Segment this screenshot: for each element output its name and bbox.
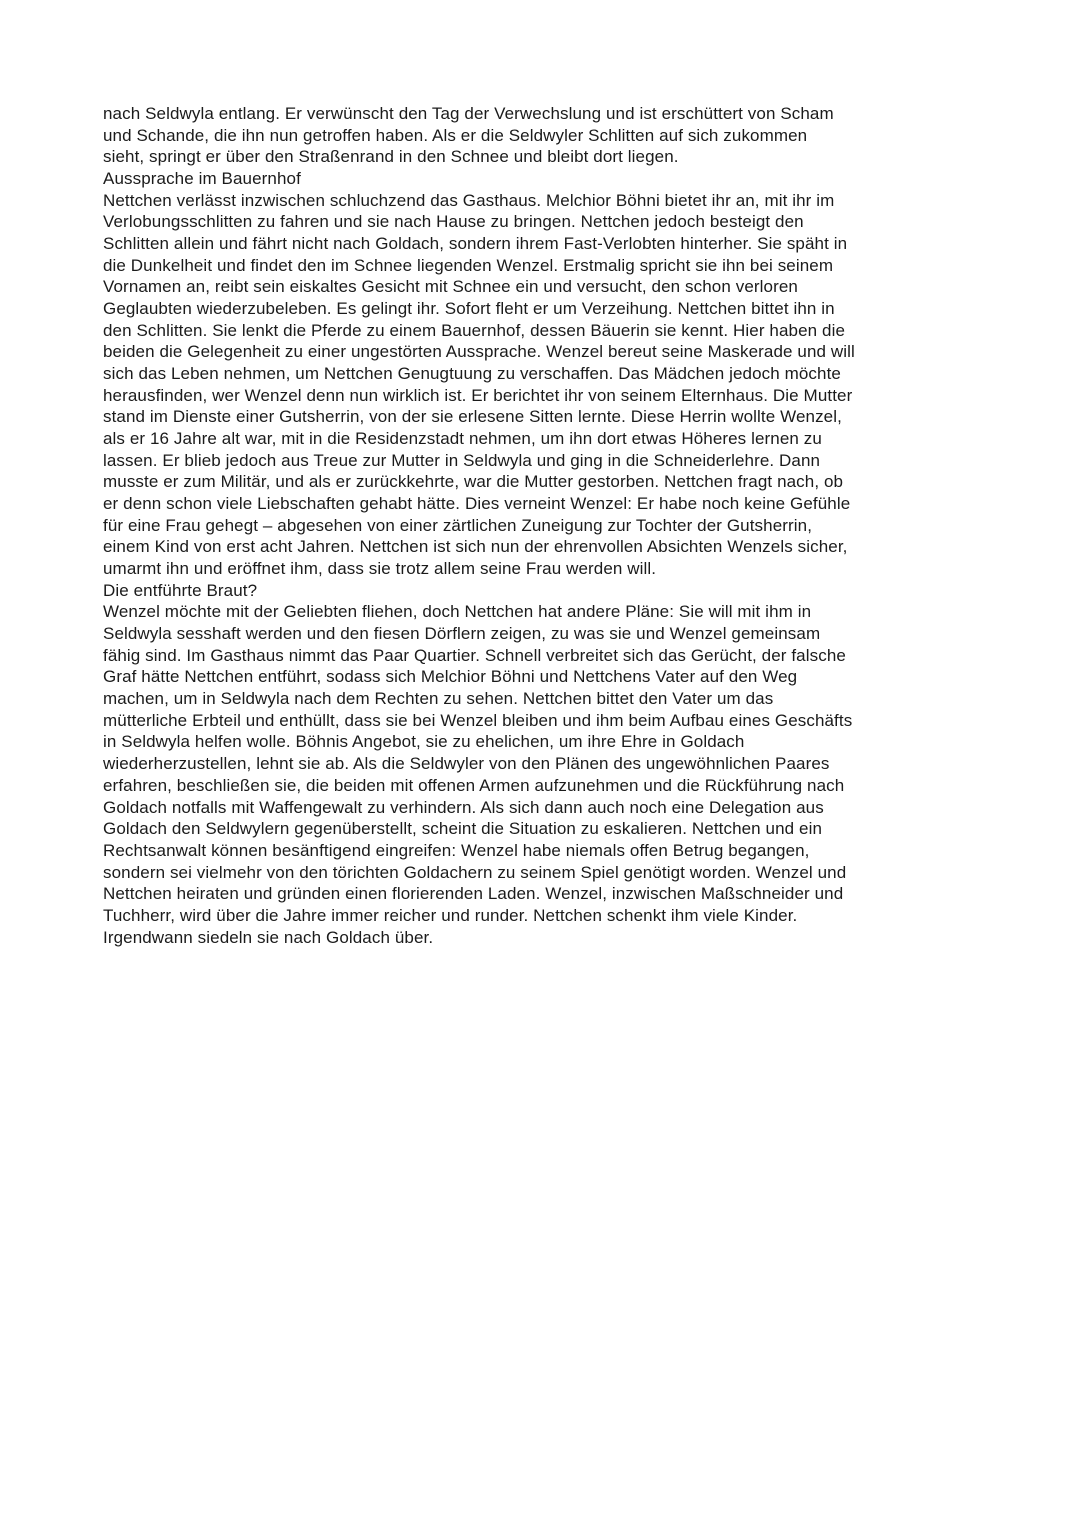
text-line: machen, um in Seldwyla nach dem Rechten zu sehen. Nettchen bittet den Vater um das (103, 689, 774, 709)
text-line: Verlobungsschlitten zu fahren und sie nach Hause zu bringen. Nettchen jedoch besteigt den (103, 212, 804, 232)
text-line: für eine Frau gehegt – abgesehen von einer zärtlichen Zuneigung zur Tochter der Gutsherrin, (103, 515, 813, 535)
text-line: er denn schon viele Liebschaften gehabt hätte. Dies verneint Wenzel: Er habe noch keine Gefühle (103, 494, 851, 514)
text-line: Rechtsanwalt können besänftigend eingreifen: Wenzel habe niemals offen Betrug begangen, (103, 840, 810, 860)
text-line: und Schande, die ihn nun getroffen haben. Als er die Seldwyler Schlitten auf sich zukommen (103, 125, 808, 145)
section-heading: Aussprache im Bauernhof (103, 169, 301, 189)
text-line: Irgendwann siedeln sie nach Goldach über. (103, 927, 434, 947)
text-line: Wenzel möchte mit der Geliebten fliehen, doch Nettchen hat andere Pläne: Sie will mit ihm in (103, 602, 812, 622)
text-line: wiederherzustellen, lehnt sie ab. Als die Seldwyler von den Plänen des ungewöhnlichen Paares (103, 754, 830, 774)
text-line: Geglaubten wiederzubeleben. Es gelingt ihr. Sofort fleht er um Verzeihung. Nettchen bittet ihn in (103, 299, 835, 319)
text-line: Seldwyla sesshaft werden und den fiesen Dörflern zeigen, zu was sie und Wenzel gemeinsam (103, 624, 821, 644)
text-line: Nettchen heiraten und gründen einen florierenden Laden. Wenzel, inzwischen Maßschneider und (103, 884, 844, 904)
section-heading: Die entführte Braut? (103, 580, 258, 600)
text-line: fähig sind. Im Gasthaus nimmt das Paar Quartier. Schnell verbreitet sich das Gerücht, der falsche (103, 645, 846, 665)
text-line: Goldach den Seldwylern gegenüberstellt, scheint die Situation zu eskalieren. Nettchen und ein (103, 819, 823, 839)
text-line: sondern sei vielmehr von den törichten Goldachern zu seinem Spiel genötigt worden. Wenzel und (103, 862, 847, 882)
text-line: stand im Dienste einer Gutsherrin, von der sie erlesene Sitten lernte. Diese Herrin wollte Wenzel, (103, 407, 842, 427)
text-line: herausfinden, wer Wenzel denn nun wirklich ist. Er berichtet ihr von seinem Elternhaus. Die Mutter (103, 385, 853, 405)
text-line: sieht, springt er über den Straßenrand in den Schnee und bleibt dort liegen. (103, 147, 679, 167)
text-line: Tuchherr, wird über die Jahre immer reicher und runder. Nettchen schenkt ihm viele Kinder. (103, 905, 798, 925)
text-line: sich das Leben nehmen, um Nettchen Genugtuung zu verschaffen. Das Mädchen jedoch möchte (103, 364, 841, 384)
text-line: erfahren, beschließen sie, die beiden mit offenen Armen aufzunehmen und die Rückführung nach (103, 775, 845, 795)
text-line: in Seldwyla helfen wolle. Böhnis Angebot, sie zu ehelichen, um ihre Ehre in Goldach (103, 732, 745, 752)
text-line: einem Kind von erst acht Jahren. Nettchen ist sich nun der ehrenvollen Absichten Wenzels sicher, (103, 537, 848, 557)
text-line: Schlitten allein und fährt nicht nach Goldach, sondern ihrem Fast-Verlobten hinterher. Sie späht in (103, 234, 848, 254)
text-line: als er 16 Jahre alt war, mit in die Residenzstadt nehmen, um ihn dort etwas Höheres lernen zu (103, 429, 822, 449)
text-line: lassen. Er blieb jedoch aus Treue zur Mutter in Seldwyla und ging in die Schneiderlehre. Dann (103, 450, 821, 470)
text-line: die Dunkelheit und findet den im Schnee liegenden Wenzel. Erstmalig spricht sie ihn bei seinem (103, 255, 834, 275)
document-content (103, 103, 983, 948)
text-line: Nettchen verlässt inzwischen schluchzend das Gasthaus. Melchior Böhni bietet ihr an, mit ihr im (103, 190, 835, 210)
text-line: musste er zum Militär, und als er zurückkehrte, war die Mutter gestorben. Nettchen fragt nach, ob (103, 472, 844, 492)
text-line: den Schlitten. Sie lenkt die Pferde zu einem Bauernhof, dessen Bäuerin sie kennt. Hier haben die (103, 320, 846, 340)
text-line: beiden die Gelegenheit zu einer ungestörten Aussprache. Wenzel bereut seine Maskerade und will (103, 342, 855, 362)
text-line: mütterliche Erbteil und enthüllt, dass sie bei Wenzel bleiben und ihm beim Aufbau eines Geschäfts (103, 710, 853, 730)
text-line: Vornamen an, reibt sein eiskaltes Gesicht mit Schnee ein und versucht, den schon verloren (103, 277, 798, 297)
text-line: umarmt ihn und eröffnet ihm, dass sie trotz allem seine Frau werden will. (103, 559, 657, 579)
text-line: nach Seldwyla entlang. Er verwünscht den Tag der Verwechslung und ist erschüttert von Scham (103, 104, 834, 123)
text-line: Graf hätte Nettchen entführt, sodass sich Melchior Böhni und Nettchens Vater auf den Weg (103, 667, 798, 687)
text-line: Goldach notfalls mit Waffengewalt zu verhindern. Als sich dann auch noch eine Delegation aus (103, 797, 824, 817)
